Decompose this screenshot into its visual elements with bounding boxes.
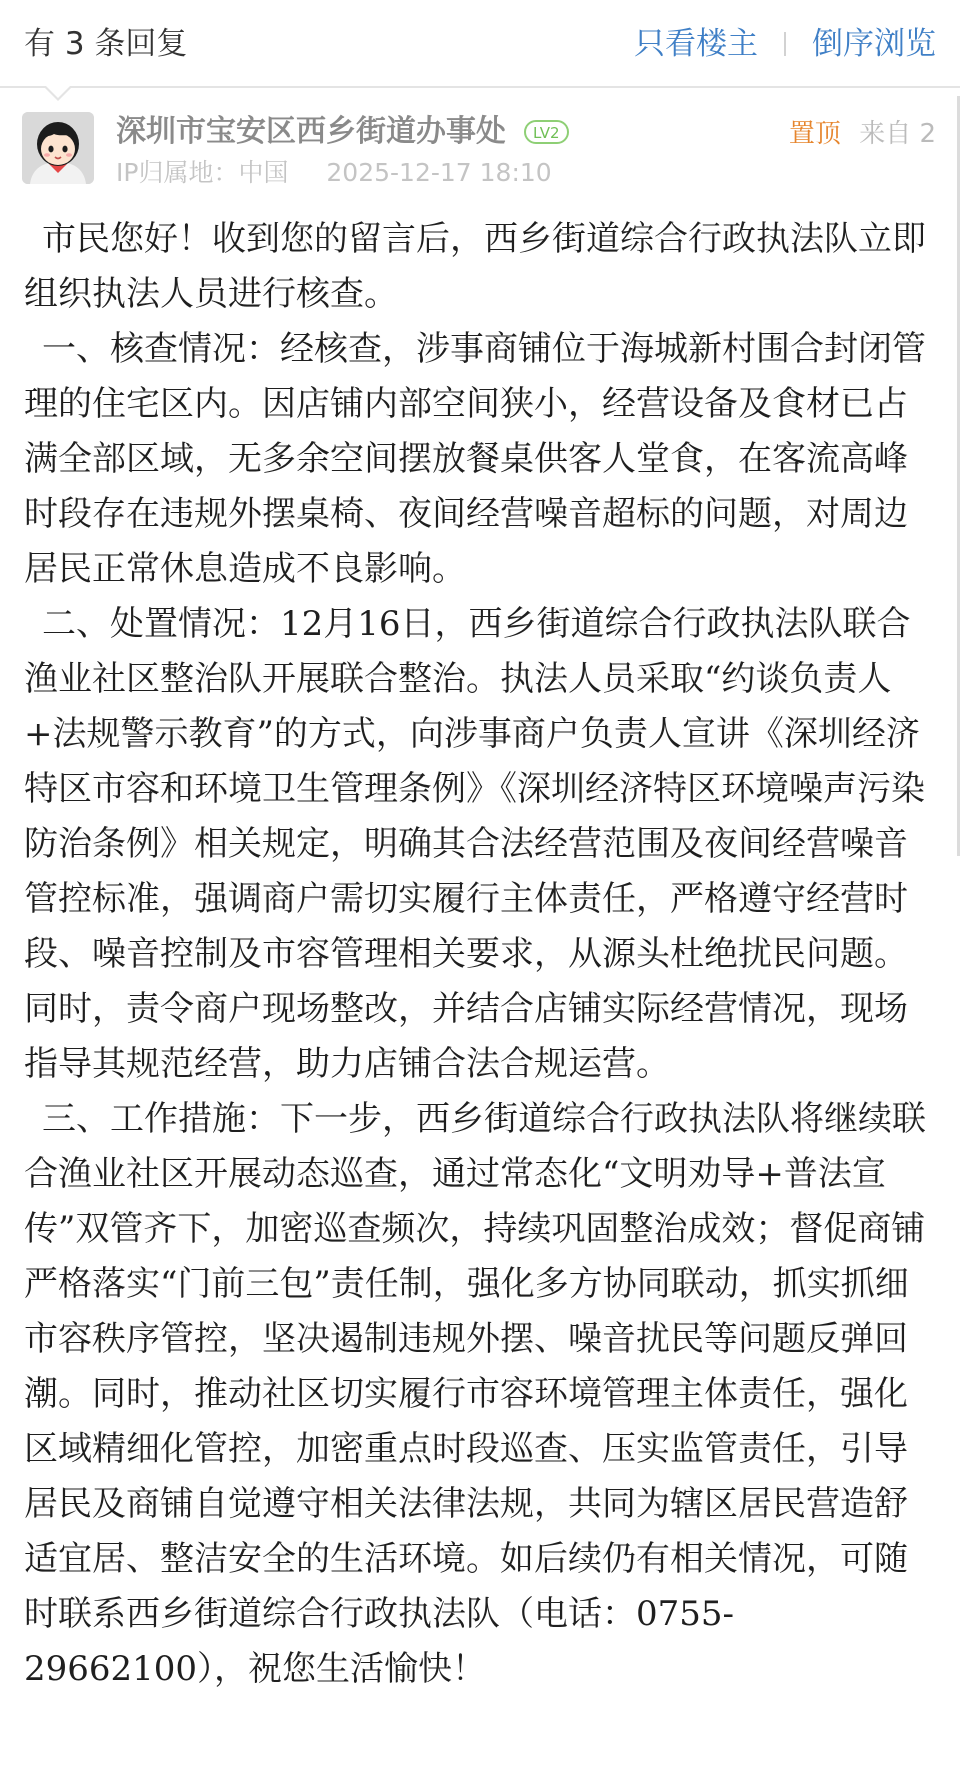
post-source: 来自 2 [859,119,936,149]
ip-location: IP归属地：中国 [116,158,289,187]
post-tags [789,116,936,152]
pinned-badge: 置顶 [788,119,841,149]
reply-view-options [634,22,936,66]
reverse-order-link[interactable]: 倒序浏览 [812,26,936,62]
content-paragraph-inspection: 一、核查情况：经核查，涉事商铺位于海城新村围合封闭管理的住宅区内。因店铺内部空间狭小，经营设备及食材已占满全部区域，无多余空间摆放餐桌供客人堂食，在客流高峰时段存在违规外摆桌椅、夜间经营噪音超标的问题，对周边居民正常休息造成不良影响。 [24,329,926,589]
only-op-link[interactable]: 只看楼主 [634,26,758,62]
reply-header-bar [0,0,960,88]
divider [784,32,786,56]
post-datetime: 2025-12-17 18:10 [326,158,552,187]
content-paragraph-greeting: 市民您好！收到您的留言后，西乡街道综合行政执法队立即组织执法人员进行核查。 [24,219,926,314]
content-paragraph-measures: 三、工作措施：下一步，西乡街道综合行政执法队将继续联合渔业社区开展动态巡查，通过常态化“文明劝导+普法宣传”双管齐下，加密巡查频次，持续巩固整治成效；督促商铺严格落实“门前三包”责任制，强化多方协同联动，抓实抓细市容秩序管控，坚决遏制违规外摆、噪音扰民等问题反弹回潮。同时，推动社区切实履行市容环境管理主体责任，强化区域精细化管控，加密重点时段巡查、压实监管责任，引导居民及商铺自觉遵守相关法律法规，共同为辖区居民营造舒适宜居、整洁安全的生活环境。如后续仍有相关情况，可随时联系西乡街道综合行政执法队（电话：0755-29662100），祝您生活愉快！ [24,1099,926,1689]
reply-count: 有 3 条回复 [24,26,188,62]
header-pointer [46,86,70,98]
avatar[interactable] [22,112,94,184]
post-author[interactable] [116,112,569,152]
author-name[interactable]: 深圳市宝安区西乡街道办事处 [116,114,506,149]
content-paragraph-handling: 二、处置情况：12月16日，西乡街道综合行政执法队联合渔业社区整治队开展联合整治。执法人员采取“约谈负责人+法规警示教育”的方式，向涉事商户负责人宣讲《深圳经济特区市容和环境卫生管理条例》《深圳经济特区环境噪声污染防治条例》相关规定，明确其合法经营范围及夜间经营噪音管控标准，强调商户需切实履行主体责任，严格遵守经营时段、噪音控制及市容管理相关要求，从源头杜绝扰民问题。同时，责令商户现场整改，并结合店铺实际经营情况，现场指导其规范经营，助力店铺合法合规运营。 [24,604,925,1084]
post-content [24,212,936,1697]
level-badge: LV2 [524,120,569,144]
post-meta [116,157,552,189]
cartoon-girl-avatar-icon [22,112,94,184]
